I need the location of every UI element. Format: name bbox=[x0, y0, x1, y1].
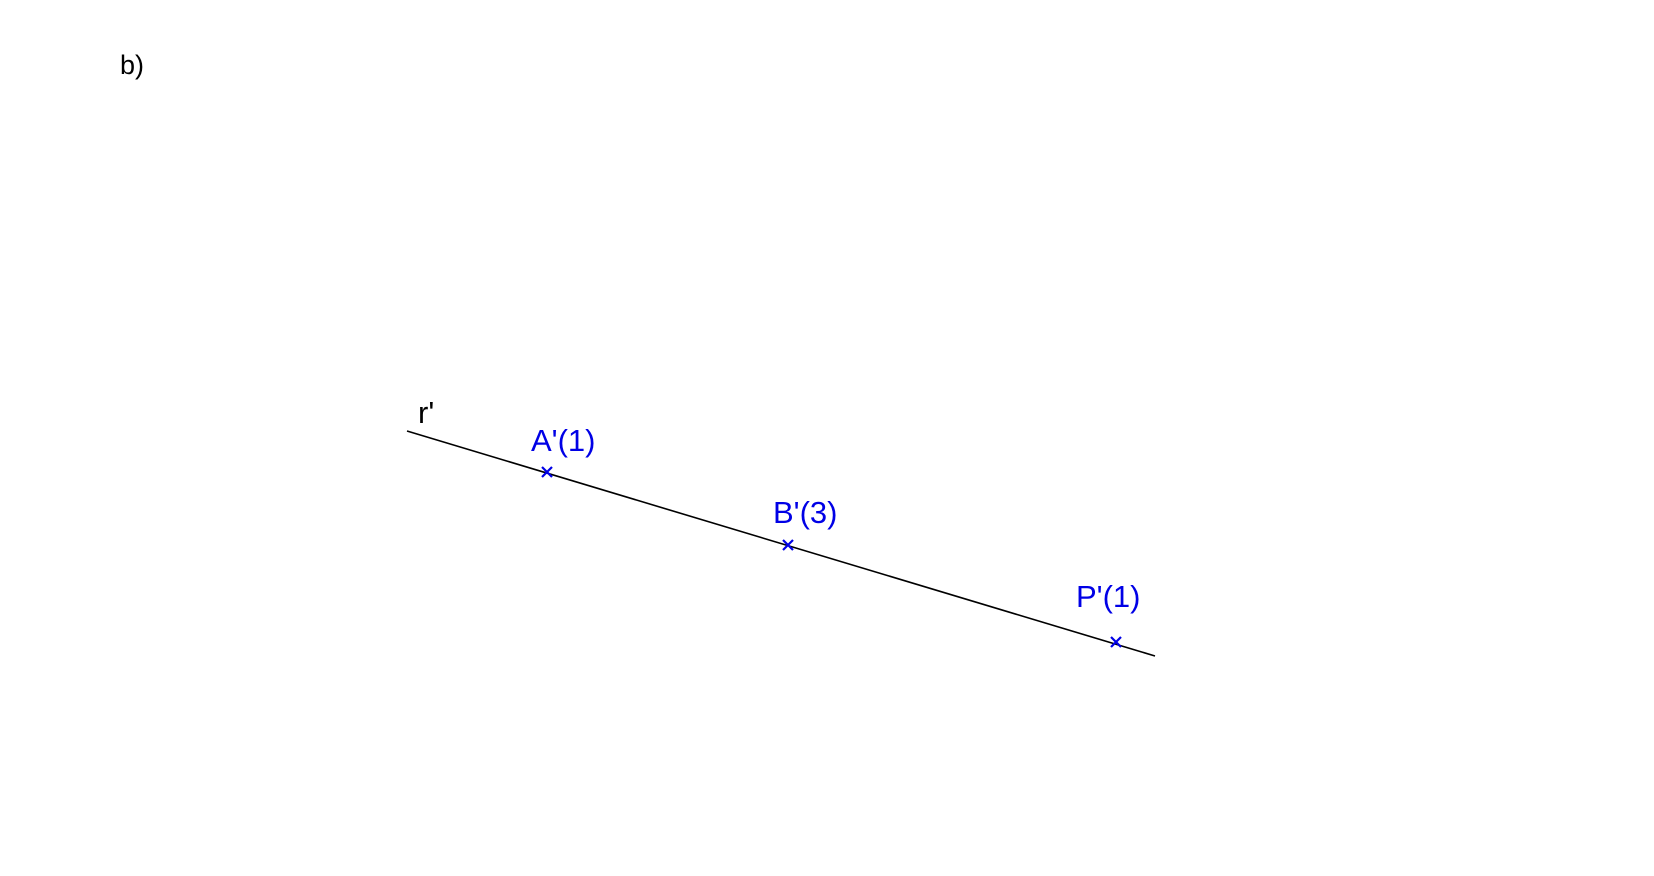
line-r-prime-label: r' bbox=[418, 395, 435, 430]
point-p-prime-label: P'(1) bbox=[1076, 579, 1141, 614]
part-label: b) bbox=[120, 50, 145, 80]
point-b-prime bbox=[773, 495, 837, 550]
point-a-prime-label: A'(1) bbox=[531, 423, 596, 458]
point-b-prime-label: B'(3) bbox=[773, 495, 838, 530]
point-a-prime bbox=[531, 423, 595, 477]
line-r-prime bbox=[407, 431, 1155, 656]
point-p-prime-marker bbox=[1111, 637, 1121, 647]
point-p-prime bbox=[1076, 579, 1140, 647]
